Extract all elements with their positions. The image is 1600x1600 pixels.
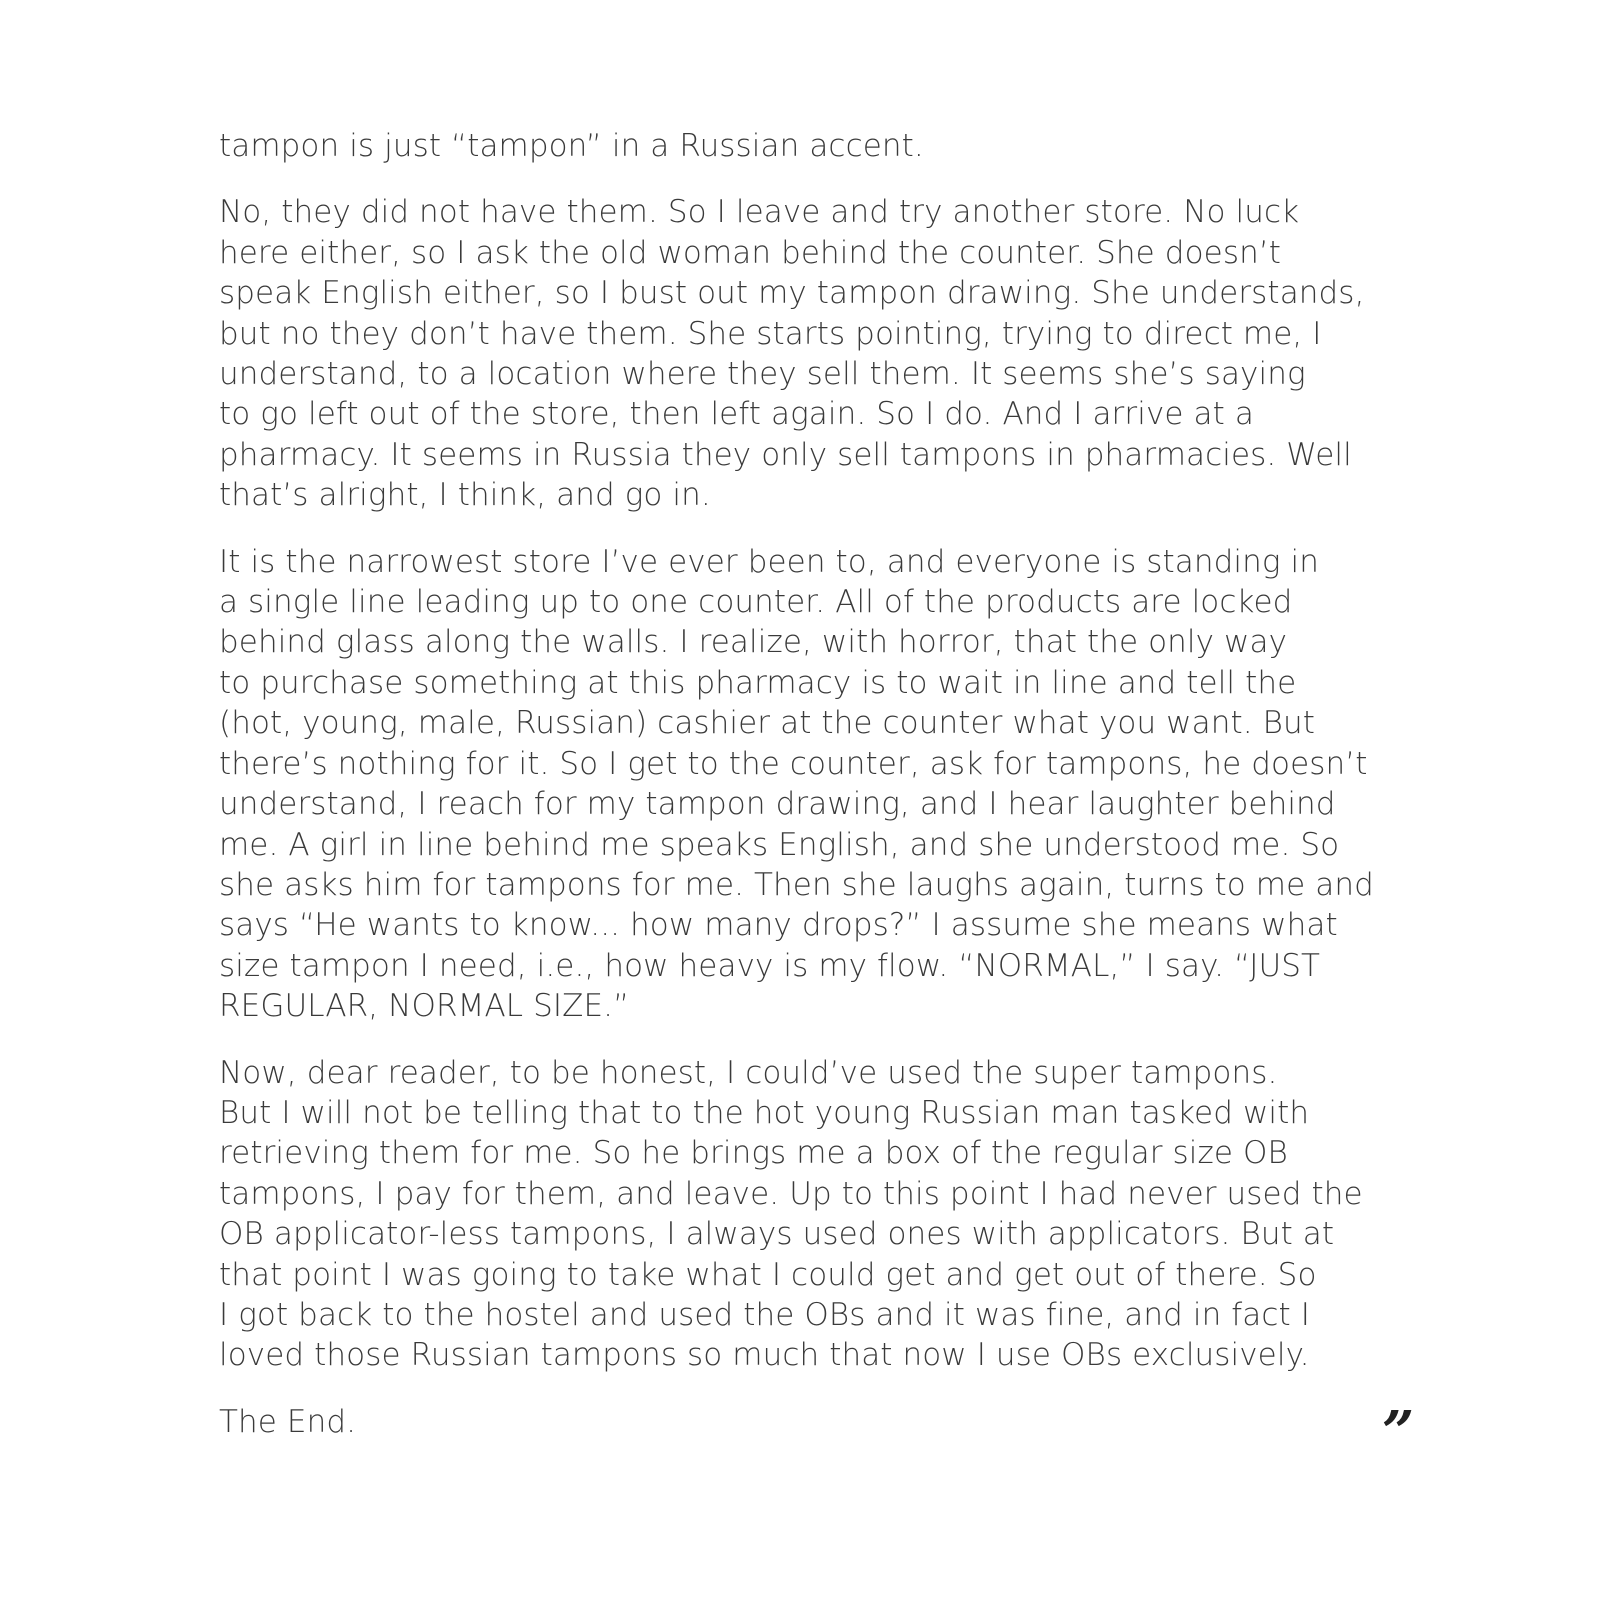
text-line: Now, dear reader, to be honest, I could’ve used the super tampons. <box>219 1054 1278 1091</box>
text-line: tampon is just “tampon” in a Russian accent. <box>219 128 924 164</box>
text-line: she asks him for tampons for me. Then she laughs again, turns to me and <box>219 866 1374 903</box>
paragraph <box>219 1402 1369 1442</box>
paragraph <box>219 192 1369 515</box>
text-line: here either, so I ask the old woman behind the counter. She doesn’t <box>219 234 1282 271</box>
text-line: tampons, I pay for them, and leave. Up to this point I had never used the <box>219 1175 1363 1212</box>
text-line: It is the narrowest store I’ve ever been to, and everyone is standing in <box>219 543 1319 580</box>
text-line: retrieving them for me. So he brings me a box of the regular size OB <box>219 1135 1288 1172</box>
paragraph <box>219 1053 1369 1376</box>
text-line: but no they don’t have them. She starts pointing, trying to direct me, I <box>219 315 1322 352</box>
text-line: OB applicator-less tampons, I always used ones with applicators. But at <box>219 1216 1335 1253</box>
text-line: The End. <box>219 1403 357 1440</box>
text-line: that point I was going to take what I could get and get out of there. So <box>219 1256 1317 1293</box>
text-line: REGULAR, NORMAL SIZE.” <box>219 988 630 1025</box>
text-line: behind glass along the walls. I realize, with horror, that the only way <box>219 624 1288 661</box>
text-line: speak English either, so I bust out my tampon drawing. She understands, <box>219 275 1365 312</box>
text-line: I got back to the hostel and used the OBs and it was fine, and in fact I <box>219 1296 1310 1333</box>
text-line: understand, I reach for my tampon drawing, and I hear laughter behind <box>219 786 1336 823</box>
text-line: pharmacy. It seems in Russia they only sell tampons in pharmacies. Well <box>219 436 1352 473</box>
paragraph <box>219 126 1369 166</box>
text-line: says “He wants to know... how many drops?” I assume she means what <box>219 907 1338 944</box>
text-line: understand, to a location where they sell them. It seems she’s saying <box>219 356 1306 393</box>
text-line: size tampon I need, i.e., how heavy is my flow. “NORMAL,” I say. “JUST <box>219 947 1321 984</box>
text-line: (hot, young, male, Russian) cashier at the counter what you want. But <box>219 705 1316 742</box>
text-line: that’s alright, I think, and go in. <box>219 477 711 514</box>
text-line: a single line leading up to one counter. All of the products are locked <box>219 584 1293 621</box>
text-line: to purchase something at this pharmacy is to wait in line and tell the <box>219 664 1297 701</box>
text-line: there’s nothing for it. So I get to the counter, ask for tampons, he doesn’t <box>219 745 1368 782</box>
text-line: No, they did not have them. So I leave and try another store. No luck <box>219 194 1300 231</box>
story-text <box>219 126 1374 1468</box>
closing-quote-mark: ” <box>1382 1399 1415 1465</box>
text-line: But I will not be telling that to the hot young Russian man tasked with <box>219 1094 1310 1131</box>
text-line: me. A girl in line behind me speaks English, and she understood me. So <box>219 826 1340 863</box>
text-line: to go left out of the store, then left again. So I do. And I arrive at a <box>219 396 1254 433</box>
text-line: loved those Russian tampons so much that now I use OBs exclusively. <box>219 1337 1310 1374</box>
paragraph <box>219 542 1374 1027</box>
